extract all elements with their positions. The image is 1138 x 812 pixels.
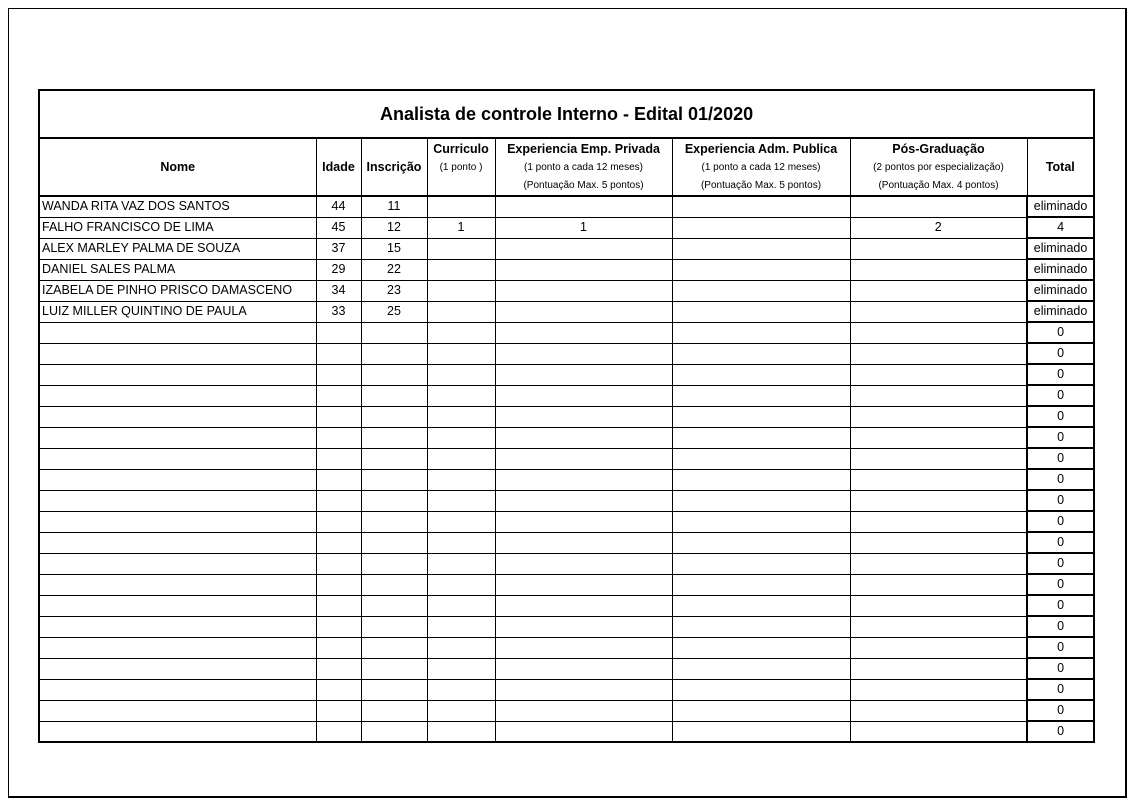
cell-idade[interactable]: 33 <box>316 301 361 322</box>
cell-idade[interactable] <box>316 511 361 532</box>
cell-exp-privada[interactable] <box>495 721 672 742</box>
cell-idade[interactable] <box>316 343 361 364</box>
cell-pos-graduacao[interactable] <box>850 343 1027 364</box>
cell-curriculo[interactable] <box>427 595 495 616</box>
cell-total[interactable]: 0 <box>1027 532 1094 553</box>
cell-pos-graduacao[interactable] <box>850 490 1027 511</box>
cell-pos-graduacao[interactable] <box>850 406 1027 427</box>
cell-inscricao[interactable] <box>361 616 427 637</box>
cell-pos-graduacao[interactable]: 2 <box>850 217 1027 238</box>
cell-total[interactable]: eliminado <box>1027 196 1094 217</box>
cell-exp-privada[interactable] <box>495 574 672 595</box>
cell-exp-publica[interactable] <box>672 658 850 679</box>
cell-inscricao[interactable]: 22 <box>361 259 427 280</box>
cell-inscricao[interactable] <box>361 553 427 574</box>
cell-curriculo[interactable] <box>427 616 495 637</box>
cell-curriculo[interactable] <box>427 637 495 658</box>
cell-total[interactable]: 0 <box>1027 721 1094 742</box>
cell-curriculo[interactable] <box>427 322 495 343</box>
header-exp-publica-sub1: (1 ponto a cada 12 meses) <box>701 161 821 173</box>
table-row <box>39 322 1094 343</box>
header-exp-publica <box>672 138 850 196</box>
cell-exp-publica[interactable] <box>672 406 850 427</box>
cell-nome[interactable] <box>39 637 316 658</box>
cell-exp-privada[interactable] <box>495 301 672 322</box>
cell-inscricao[interactable]: 11 <box>361 196 427 217</box>
cell-pos-graduacao[interactable] <box>850 385 1027 406</box>
cell-total[interactable]: 0 <box>1027 406 1094 427</box>
cell-exp-privada[interactable] <box>495 595 672 616</box>
cell-idade[interactable] <box>316 385 361 406</box>
cell-nome[interactable] <box>39 595 316 616</box>
cell-curriculo[interactable] <box>427 553 495 574</box>
cell-curriculo[interactable] <box>427 448 495 469</box>
header-exp-privada-sub1: (1 ponto a cada 12 meses) <box>524 161 643 173</box>
table-row <box>39 658 1094 679</box>
cell-curriculo[interactable] <box>427 574 495 595</box>
cell-exp-privada[interactable] <box>495 616 672 637</box>
table-row <box>39 238 1094 259</box>
cell-curriculo[interactable] <box>427 364 495 385</box>
cell-exp-privada[interactable] <box>495 280 672 301</box>
cell-pos-graduacao[interactable] <box>850 511 1027 532</box>
cell-exp-publica[interactable] <box>672 385 850 406</box>
cell-exp-publica[interactable] <box>672 553 850 574</box>
cell-inscricao[interactable] <box>361 364 427 385</box>
cell-total[interactable]: eliminado <box>1027 301 1094 322</box>
cell-idade[interactable] <box>316 637 361 658</box>
cell-nome[interactable]: ALEX MARLEY PALMA DE SOUZA <box>39 238 316 259</box>
table-row <box>39 490 1094 511</box>
cell-inscricao[interactable] <box>361 469 427 490</box>
cell-idade[interactable]: 34 <box>316 280 361 301</box>
cell-nome[interactable]: IZABELA DE PINHO PRISCO DAMASCENO <box>39 280 316 301</box>
cell-total[interactable]: 0 <box>1027 385 1094 406</box>
cell-nome[interactable] <box>39 322 316 343</box>
cell-curriculo[interactable] <box>427 238 495 259</box>
cell-exp-publica[interactable] <box>672 679 850 700</box>
cell-exp-privada[interactable] <box>495 448 672 469</box>
cell-curriculo[interactable] <box>427 343 495 364</box>
cell-idade[interactable] <box>316 679 361 700</box>
cell-pos-graduacao[interactable] <box>850 616 1027 637</box>
cell-idade[interactable] <box>316 490 361 511</box>
cell-exp-publica[interactable] <box>672 280 850 301</box>
cell-pos-graduacao[interactable] <box>850 553 1027 574</box>
cell-exp-privada[interactable]: 1 <box>495 217 672 238</box>
cell-exp-publica[interactable] <box>672 196 850 217</box>
cell-total[interactable]: 0 <box>1027 448 1094 469</box>
header-pos-graduacao-sub2: (Pontuação Max. 4 pontos) <box>878 179 999 191</box>
cell-curriculo[interactable] <box>427 490 495 511</box>
cell-inscricao[interactable] <box>361 448 427 469</box>
cell-nome[interactable] <box>39 574 316 595</box>
cell-inscricao[interactable]: 23 <box>361 280 427 301</box>
table-row <box>39 532 1094 553</box>
cell-idade[interactable]: 37 <box>316 238 361 259</box>
cell-exp-publica[interactable] <box>672 238 850 259</box>
header-curriculo-sub: (1 ponto ) <box>439 161 483 173</box>
cell-nome[interactable] <box>39 364 316 385</box>
cell-total[interactable]: 0 <box>1027 595 1094 616</box>
table-row <box>39 700 1094 721</box>
cell-inscricao[interactable] <box>361 574 427 595</box>
cell-exp-publica[interactable] <box>672 259 850 280</box>
cell-exp-publica[interactable] <box>672 322 850 343</box>
cell-exp-publica[interactable] <box>672 700 850 721</box>
cell-exp-privada[interactable] <box>495 532 672 553</box>
cell-exp-privada[interactable] <box>495 259 672 280</box>
table-row <box>39 259 1094 280</box>
cell-idade[interactable] <box>316 364 361 385</box>
cell-exp-privada[interactable] <box>495 385 672 406</box>
cell-total[interactable]: eliminado <box>1027 238 1094 259</box>
title-row <box>39 90 1094 138</box>
header-nome: Nome <box>39 138 316 196</box>
cell-idade[interactable] <box>316 616 361 637</box>
cell-exp-privada[interactable] <box>495 511 672 532</box>
cell-inscricao[interactable] <box>361 427 427 448</box>
cell-exp-publica[interactable] <box>672 490 850 511</box>
cell-idade[interactable] <box>316 574 361 595</box>
cell-exp-privada[interactable] <box>495 427 672 448</box>
table-row <box>39 343 1094 364</box>
cell-exp-privada[interactable] <box>495 679 672 700</box>
table-row <box>39 616 1094 637</box>
header-idade: Idade <box>316 138 361 196</box>
cell-exp-privada[interactable] <box>495 238 672 259</box>
cell-inscricao[interactable] <box>361 532 427 553</box>
print-page <box>8 8 1127 798</box>
cell-total[interactable]: 0 <box>1027 679 1094 700</box>
cell-total[interactable]: 0 <box>1027 700 1094 721</box>
cell-inscricao[interactable] <box>361 322 427 343</box>
cell-nome[interactable] <box>39 448 316 469</box>
cell-idade[interactable] <box>316 406 361 427</box>
cell-inscricao[interactable] <box>361 511 427 532</box>
sheet-title: Analista de controle Interno - Edital 01/2020 <box>39 90 1094 138</box>
cell-pos-graduacao[interactable] <box>850 322 1027 343</box>
cell-nome[interactable] <box>39 343 316 364</box>
cell-total[interactable]: 0 <box>1027 343 1094 364</box>
results-table <box>38 89 1095 743</box>
cell-pos-graduacao[interactable] <box>850 259 1027 280</box>
cell-exp-publica[interactable] <box>672 595 850 616</box>
cell-exp-privada[interactable] <box>495 469 672 490</box>
table-row <box>39 301 1094 322</box>
cell-inscricao[interactable] <box>361 700 427 721</box>
cell-exp-publica[interactable] <box>672 301 850 322</box>
table-row <box>39 385 1094 406</box>
table-row <box>39 448 1094 469</box>
cell-inscricao[interactable] <box>361 637 427 658</box>
cell-pos-graduacao[interactable] <box>850 658 1027 679</box>
cell-curriculo[interactable] <box>427 658 495 679</box>
header-exp-privada-title: Experiencia Emp. Privada <box>507 141 660 156</box>
cell-curriculo[interactable] <box>427 721 495 742</box>
cell-pos-graduacao[interactable] <box>850 469 1027 490</box>
cell-inscricao[interactable] <box>361 658 427 679</box>
cell-pos-graduacao[interactable] <box>850 532 1027 553</box>
cell-exp-publica[interactable] <box>672 217 850 238</box>
cell-total[interactable]: 0 <box>1027 469 1094 490</box>
header-exp-publica-title: Experiencia Adm. Publica <box>684 141 838 156</box>
cell-exp-publica[interactable] <box>672 469 850 490</box>
cell-curriculo[interactable]: 1 <box>427 217 495 238</box>
cell-total[interactable]: 0 <box>1027 616 1094 637</box>
cell-nome[interactable] <box>39 406 316 427</box>
cell-total[interactable]: 0 <box>1027 490 1094 511</box>
cell-total[interactable]: 0 <box>1027 658 1094 679</box>
cell-nome[interactable]: FALHO FRANCISCO DE LIMA <box>39 217 316 238</box>
cell-nome[interactable]: LUIZ MILLER QUINTINO DE PAULA <box>39 301 316 322</box>
cell-idade[interactable] <box>316 658 361 679</box>
cell-pos-graduacao[interactable] <box>850 427 1027 448</box>
cell-exp-publica[interactable] <box>672 532 850 553</box>
cell-pos-graduacao[interactable] <box>850 448 1027 469</box>
cell-exp-privada[interactable] <box>495 658 672 679</box>
table-row <box>39 280 1094 301</box>
table-row <box>39 595 1094 616</box>
cell-curriculo[interactable] <box>427 700 495 721</box>
cell-exp-publica[interactable] <box>672 637 850 658</box>
header-total: Total <box>1027 138 1094 196</box>
cell-curriculo[interactable] <box>427 469 495 490</box>
table-row <box>39 217 1094 238</box>
cell-nome[interactable] <box>39 616 316 637</box>
cell-inscricao[interactable] <box>361 595 427 616</box>
header-pos-graduacao <box>850 138 1027 196</box>
cell-exp-privada[interactable] <box>495 343 672 364</box>
cell-idade[interactable] <box>316 595 361 616</box>
cell-inscricao[interactable] <box>361 385 427 406</box>
header-pos-graduacao-title: Pós-Graduação <box>892 141 985 156</box>
cell-pos-graduacao[interactable] <box>850 700 1027 721</box>
cell-exp-privada[interactable] <box>495 637 672 658</box>
header-pos-graduacao-sub1: (2 pontos por especialização) <box>873 161 1004 173</box>
cell-curriculo[interactable] <box>427 196 495 217</box>
cell-inscricao[interactable] <box>361 406 427 427</box>
cell-pos-graduacao[interactable] <box>850 637 1027 658</box>
cell-nome[interactable] <box>39 679 316 700</box>
cell-exp-privada[interactable] <box>495 322 672 343</box>
header-exp-privada <box>495 138 672 196</box>
cell-curriculo[interactable] <box>427 301 495 322</box>
cell-exp-privada[interactable] <box>495 490 672 511</box>
cell-pos-graduacao[interactable] <box>850 280 1027 301</box>
cell-exp-publica[interactable] <box>672 427 850 448</box>
cell-total[interactable]: 0 <box>1027 574 1094 595</box>
cell-exp-privada[interactable] <box>495 553 672 574</box>
cell-inscricao[interactable] <box>361 721 427 742</box>
cell-inscricao[interactable] <box>361 490 427 511</box>
cell-curriculo[interactable] <box>427 511 495 532</box>
cell-exp-privada[interactable] <box>495 700 672 721</box>
cell-exp-publica[interactable] <box>672 511 850 532</box>
header-curriculo-title: Curriculo <box>433 141 489 156</box>
cell-pos-graduacao[interactable] <box>850 679 1027 700</box>
cell-nome[interactable] <box>39 385 316 406</box>
cell-pos-graduacao[interactable] <box>850 595 1027 616</box>
cell-total[interactable]: 0 <box>1027 364 1094 385</box>
cell-nome[interactable] <box>39 427 316 448</box>
cell-idade[interactable] <box>316 721 361 742</box>
cell-idade[interactable]: 45 <box>316 217 361 238</box>
cell-idade[interactable]: 29 <box>316 259 361 280</box>
cell-pos-graduacao[interactable] <box>850 364 1027 385</box>
cell-curriculo[interactable] <box>427 427 495 448</box>
cell-total[interactable]: eliminado <box>1027 280 1094 301</box>
cell-nome[interactable] <box>39 553 316 574</box>
cell-total[interactable]: 0 <box>1027 427 1094 448</box>
cell-idade[interactable] <box>316 532 361 553</box>
cell-total[interactable]: 4 <box>1027 217 1094 238</box>
table-row <box>39 196 1094 217</box>
table-row <box>39 553 1094 574</box>
header-row <box>39 138 1094 196</box>
header-inscricao: Inscrição <box>361 138 427 196</box>
table-row <box>39 364 1094 385</box>
table-row <box>39 679 1094 700</box>
cell-inscricao[interactable]: 25 <box>361 301 427 322</box>
cell-pos-graduacao[interactable] <box>850 574 1027 595</box>
cell-idade[interactable] <box>316 553 361 574</box>
cell-idade[interactable] <box>316 700 361 721</box>
header-exp-publica-sub2: (Pontuação Max. 5 pontos) <box>700 179 822 191</box>
cell-total[interactable]: 0 <box>1027 322 1094 343</box>
cell-nome[interactable]: DANIEL SALES PALMA <box>39 259 316 280</box>
table-row <box>39 637 1094 658</box>
table-body <box>39 196 1094 742</box>
cell-idade[interactable] <box>316 322 361 343</box>
cell-curriculo[interactable] <box>427 280 495 301</box>
cell-nome[interactable] <box>39 469 316 490</box>
cell-idade[interactable]: 44 <box>316 196 361 217</box>
cell-exp-privada[interactable] <box>495 196 672 217</box>
cell-nome[interactable]: WANDA RITA VAZ DOS SANTOS <box>39 196 316 217</box>
cell-total[interactable]: 0 <box>1027 511 1094 532</box>
cell-curriculo[interactable] <box>427 385 495 406</box>
cell-nome[interactable] <box>39 658 316 679</box>
cell-curriculo[interactable] <box>427 259 495 280</box>
table-row <box>39 721 1094 742</box>
table-row <box>39 427 1094 448</box>
cell-exp-privada[interactable] <box>495 364 672 385</box>
table-row <box>39 574 1094 595</box>
cell-exp-publica[interactable] <box>672 616 850 637</box>
header-exp-privada-sub2: (Pontuação Max. 5 pontos) <box>523 179 644 191</box>
cell-exp-publica[interactable] <box>672 721 850 742</box>
cell-exp-publica[interactable] <box>672 574 850 595</box>
cell-curriculo[interactable] <box>427 679 495 700</box>
cell-total[interactable]: 0 <box>1027 553 1094 574</box>
cell-nome[interactable] <box>39 511 316 532</box>
cell-inscricao[interactable]: 15 <box>361 238 427 259</box>
cell-pos-graduacao[interactable] <box>850 721 1027 742</box>
header-curriculo-sub-blank <box>428 177 495 195</box>
cell-nome[interactable] <box>39 490 316 511</box>
cell-total[interactable]: 0 <box>1027 637 1094 658</box>
cell-pos-graduacao[interactable] <box>850 196 1027 217</box>
cell-exp-publica[interactable] <box>672 364 850 385</box>
cell-inscricao[interactable] <box>361 679 427 700</box>
cell-nome[interactable] <box>39 721 316 742</box>
cell-curriculo[interactable] <box>427 532 495 553</box>
cell-idade[interactable] <box>316 427 361 448</box>
cell-total[interactable]: eliminado <box>1027 259 1094 280</box>
cell-nome[interactable] <box>39 532 316 553</box>
cell-idade[interactable] <box>316 448 361 469</box>
table-row <box>39 469 1094 490</box>
cell-exp-publica[interactable] <box>672 448 850 469</box>
cell-curriculo[interactable] <box>427 406 495 427</box>
table-row <box>39 406 1094 427</box>
spreadsheet <box>38 89 1093 743</box>
cell-inscricao[interactable] <box>361 343 427 364</box>
cell-nome[interactable] <box>39 700 316 721</box>
cell-pos-graduacao[interactable] <box>850 238 1027 259</box>
cell-idade[interactable] <box>316 469 361 490</box>
cell-inscricao[interactable]: 12 <box>361 217 427 238</box>
cell-pos-graduacao[interactable] <box>850 301 1027 322</box>
header-curriculo <box>427 138 495 196</box>
cell-exp-publica[interactable] <box>672 343 850 364</box>
cell-exp-privada[interactable] <box>495 406 672 427</box>
table-row <box>39 511 1094 532</box>
